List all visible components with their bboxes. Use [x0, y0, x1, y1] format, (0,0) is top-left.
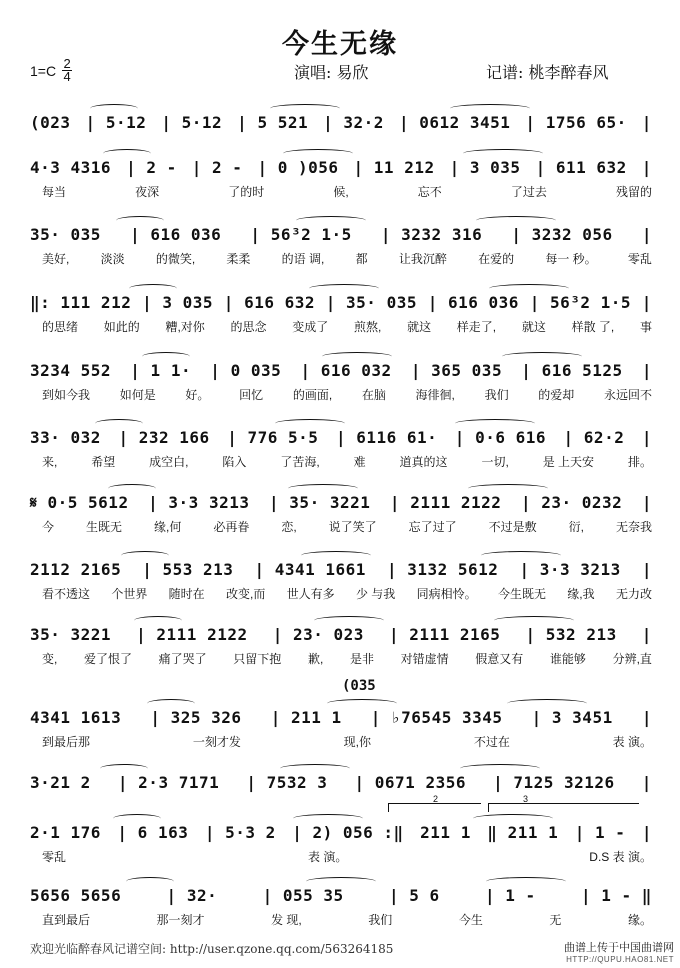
lyric-word: 的爱却 [538, 388, 575, 402]
lyric-word: 谁能够 [549, 652, 586, 666]
slur-mark [116, 216, 164, 225]
notation-line [30, 358, 652, 384]
measure: | 32·2 [323, 113, 384, 132]
lyric-word: 了过去 [510, 185, 547, 199]
lyric-word: 直到最后 [42, 913, 91, 927]
measure: | 3·3 3213 [519, 560, 621, 579]
lyric-word: 回忆 [239, 388, 264, 402]
lyrics-line [30, 318, 652, 336]
lyric-word: 少 与我 [355, 587, 396, 601]
measure: | 6116 61· [335, 428, 438, 447]
lyric-word: 无 [549, 913, 562, 927]
measure: | [641, 773, 652, 792]
lyrics-line [30, 518, 652, 536]
lyric-word: 了的时 [228, 185, 265, 199]
measure: | 32· [166, 886, 218, 905]
lyric-word: D.S 表 演。 [589, 850, 652, 864]
measure: 𝄋 0·5 5612 [30, 493, 129, 512]
key-label: 1=C [30, 62, 57, 79]
slur-mark [283, 149, 353, 158]
measure: | 553 213 [142, 560, 234, 579]
slur-mark [476, 216, 556, 225]
lyric-word: 夜深 [135, 185, 160, 199]
measure: 33· 032 [30, 428, 101, 447]
lyric-word: 忘不 [417, 185, 442, 199]
measure: 4341 1613 [30, 708, 122, 727]
measure: | 2 - [191, 158, 243, 177]
measure: | 7532 3 [246, 773, 328, 792]
site-stamp [564, 942, 674, 966]
measure: | 3 035 [449, 158, 521, 177]
measure: ‖ 211 1 [487, 823, 559, 842]
measure: 211 1 [420, 823, 471, 842]
lyric-word: 我们 [484, 388, 509, 402]
slur-mark [450, 104, 530, 113]
slur-mark [502, 352, 582, 361]
lyric-word: 糟,对你 [165, 320, 205, 334]
measure: | 211 1 [270, 708, 342, 727]
lyric-word: 就这 [407, 320, 432, 334]
lyric-word: 缘,我 [567, 587, 595, 601]
lyric-word: 排。 [627, 455, 652, 469]
lyric-word: 变成了 [292, 320, 329, 334]
time-signature [62, 58, 72, 83]
measure: | 532 213 [525, 625, 617, 644]
lyric-word: 零乱 [627, 252, 652, 266]
lyrics-line [30, 650, 652, 668]
measure: | [641, 493, 652, 512]
notation-line [30, 155, 652, 181]
measure: | 0·6 616 [454, 428, 546, 447]
volta-2 [388, 794, 481, 812]
measure: | 5 6 [388, 886, 440, 905]
measure: | 2111 2165 [388, 625, 501, 644]
measure: | 232 166 [118, 428, 210, 447]
lyric-word: 好。 [185, 388, 210, 402]
lyric-word: 必再眷 [213, 520, 250, 534]
lyric-word: 如此的 [103, 320, 140, 334]
lyric-word: 变, [42, 652, 58, 666]
measure: | 1 - [574, 823, 626, 842]
measure: | 5 521 [237, 113, 309, 132]
measure: | 616 5125 [521, 361, 623, 380]
measure: | 3 035 [142, 293, 214, 312]
slur-mark [293, 814, 363, 823]
lyric-word: 事 [639, 320, 652, 334]
lyric-word: 衍, [568, 520, 584, 534]
volta-3-label: 3 [523, 794, 529, 804]
measure: | 11 212 [353, 158, 435, 177]
measure: | 616 632 [223, 293, 315, 312]
measure: | 0 035 [210, 361, 282, 380]
slur-mark [95, 419, 143, 428]
measure: | ♭76545 3345 [370, 708, 503, 727]
slur-mark [134, 616, 182, 625]
measure: | [641, 560, 652, 579]
lyric-word: 希望 [91, 455, 116, 469]
measure: | 6 163 [117, 823, 189, 842]
measure: | 35· 035 [325, 293, 417, 312]
slur-mark [486, 877, 566, 886]
lyric-word: 今生既无 [497, 587, 546, 601]
slur-mark [494, 616, 574, 625]
lyrics-line [30, 733, 652, 751]
lyric-word: 同病相怜。 [416, 587, 477, 601]
measure: ‖: 111 212 [30, 293, 132, 312]
lyric-word: 痛了哭了 [158, 652, 207, 666]
slur-mark [296, 216, 366, 225]
measure: | 35· 3221 [269, 493, 371, 512]
lyric-word: 就这 [521, 320, 546, 334]
slur-mark [100, 764, 148, 773]
lyric-word: 如何是 [119, 388, 156, 402]
lyric-word: 爱了恨了 [83, 652, 132, 666]
lyric-word: 的思绪 [42, 320, 79, 334]
lyrics-line [30, 453, 652, 471]
measure: | 1756 65· [525, 113, 627, 132]
lyric-word: 零乱 [42, 850, 67, 864]
lyric-word: 淡淡 [100, 252, 125, 266]
lyric-word: 今 [42, 520, 55, 534]
lyric-word: 是非 [349, 652, 374, 666]
volta-2-label: 2 [433, 794, 439, 804]
lyric-word: 煎熬, [354, 320, 382, 334]
measure: | 776 5·5 [227, 428, 319, 447]
lyric-word: 一刻才发 [192, 735, 241, 749]
notation-line [30, 425, 652, 451]
lyric-word: 表 演。 [307, 850, 348, 864]
measure: | 23· 023 [272, 625, 364, 644]
measure: 3·21 2 [30, 773, 91, 792]
lyric-word: 无力改 [615, 587, 652, 601]
lyric-word: 样散 了, [571, 320, 615, 334]
measure: | 1 - ‖ [581, 886, 652, 905]
lyric-word: 不过在 [473, 735, 510, 749]
song-title: 今生无缘 [282, 29, 398, 60]
measure: | 3 3451 [531, 708, 613, 727]
lyric-word: 的微笑, [155, 252, 196, 266]
lyric-word: 到如今我 [42, 388, 91, 402]
measure: | 055 35 [262, 886, 344, 905]
lyric-word: 道真的这 [399, 455, 448, 469]
lyric-word: 陷入 [222, 455, 247, 469]
measure: | [641, 113, 652, 132]
lyric-word: 个世界 [111, 587, 148, 601]
lyrics-line [30, 585, 652, 603]
slur-mark [288, 484, 358, 493]
lyrics-line [30, 911, 652, 929]
slur-mark [468, 484, 548, 493]
notation-line [30, 290, 652, 316]
lyric-word: 那一刻才 [156, 913, 205, 927]
measure: 35· 035 [30, 225, 101, 244]
measure: | [641, 708, 652, 727]
slur-mark [142, 352, 190, 361]
slur-mark [275, 419, 345, 428]
measure: | 0612 3451 [398, 113, 511, 132]
lyric-word: 了苦海, [280, 455, 320, 469]
lyric-word: 的思念 [230, 320, 267, 334]
lyrics-line [30, 386, 652, 404]
measure: | 3232 316 [380, 225, 483, 244]
lyric-word: 说了笑了 [328, 520, 377, 534]
measure: | 616 032 [300, 361, 392, 380]
lyric-word: 的画面, [292, 388, 333, 402]
measure: | 611 632 [535, 158, 627, 177]
slur-mark [481, 551, 561, 560]
measure: | [641, 361, 652, 380]
lyric-word: 样走了, [456, 320, 497, 334]
lyric-word: 恋, [281, 520, 297, 534]
measure: 5656 5656 [30, 886, 122, 905]
lyric-word: 成空白, [149, 455, 189, 469]
lyric-word: 现,你 [343, 735, 371, 749]
lyric-word: 无奈我 [615, 520, 652, 534]
measure: | [641, 225, 652, 244]
measure: 35· 3221 [30, 625, 112, 644]
measure: | 616 036 [130, 225, 222, 244]
lyrics-line [30, 250, 652, 268]
notation-line [30, 820, 652, 846]
lyric-word: 每当 [42, 185, 67, 199]
stamp-url: HTTP://QUPU.HAO81.NET [566, 955, 674, 964]
bracket-text: (035 [342, 678, 376, 694]
measure: | [641, 293, 652, 312]
measure: | 1 1· [130, 361, 192, 380]
measure: | 2 - [126, 158, 177, 177]
lyric-word: 只留下抱 [233, 652, 282, 666]
lyric-word: 候, [333, 185, 349, 199]
measure: | 3232 056 [511, 225, 613, 244]
lyric-word: 随时在 [168, 587, 205, 601]
slur-mark [129, 284, 177, 293]
measure: 2112 2165 [30, 560, 122, 579]
slur-mark [322, 352, 392, 361]
measure: | 5·3 2 [204, 823, 276, 842]
time-bottom: 4 [63, 69, 71, 84]
slur-mark [314, 616, 384, 625]
lyric-word: 是 上天安 [542, 455, 595, 469]
lyric-word: 在脑 [361, 388, 386, 402]
slur-mark [507, 699, 587, 708]
measure: | 3132 5612 [386, 560, 499, 579]
measure: | 0671 2356 [354, 773, 466, 792]
notation-line [30, 883, 652, 909]
lyric-word: 缘,何 [154, 520, 182, 534]
lyric-word: 假意又有 [475, 652, 524, 666]
lyric-word: 表 演。 [612, 735, 652, 749]
time-top: 2 [63, 56, 71, 71]
measure: 4·3 4316 [30, 158, 112, 177]
slur-mark [309, 284, 379, 293]
slur-mark [463, 149, 543, 158]
notation-line [30, 622, 652, 648]
lyric-word: 永远回不 [603, 388, 652, 402]
slur-mark [280, 764, 350, 773]
lyric-word: 缘。 [627, 913, 652, 927]
lyric-word: 海徘徊, [415, 388, 455, 402]
measure: | [641, 823, 652, 842]
notation-line [30, 557, 652, 583]
measure: | 23· 0232 [520, 493, 623, 512]
transcriber-credit: 记谱: 桃李醉春风 [486, 63, 609, 82]
measure: | 7125 32126 [493, 773, 615, 792]
lyric-word: 改变,而 [225, 587, 266, 601]
notation-line [30, 222, 652, 248]
notation-line [30, 110, 652, 136]
lyric-word: 生既无 [86, 520, 123, 534]
lyric-word: 分辨,直 [612, 652, 652, 666]
lyric-word: 来, [42, 455, 58, 469]
slur-mark [126, 877, 174, 886]
slur-mark [108, 484, 156, 493]
slur-mark [147, 699, 195, 708]
slur-mark [301, 551, 371, 560]
lyric-word: 难 [353, 455, 366, 469]
lyric-word: 忘了过了 [408, 520, 457, 534]
measure: | [641, 158, 652, 177]
measure: | 5·12 [161, 113, 223, 132]
measure: | 1 - [484, 886, 536, 905]
measure: | 2) 056 :‖ [292, 823, 404, 842]
lyric-word: 美好, [42, 252, 70, 266]
lyric-word: 柔柔 [226, 252, 251, 266]
lyric-word: 让我沉醉 [398, 252, 447, 266]
lyric-word: 看不透这 [42, 587, 91, 601]
notation-line [30, 770, 652, 796]
lyric-word: 的语 调, [281, 252, 325, 266]
measure: | [641, 625, 652, 644]
singer-credit: 演唱: 易欣 [294, 63, 369, 82]
measure: 3234 552 [30, 361, 112, 380]
measure: | 2111 2122 [136, 625, 248, 644]
lyric-word: 到最后那 [42, 735, 91, 749]
lyric-word: 一切, [481, 455, 509, 469]
measure: | 616 036 [427, 293, 519, 312]
slur-mark [121, 551, 169, 560]
lyric-word: 都 [355, 252, 368, 266]
lyrics-line [30, 848, 652, 866]
lyric-word: 残留的 [615, 185, 652, 199]
measure: | 56³2 1·5 [250, 225, 352, 244]
measure: | 4341 1661 [254, 560, 366, 579]
measure: | 365 035 [410, 361, 503, 380]
notation-line [30, 490, 652, 516]
lyric-word: 歉, [307, 652, 324, 666]
lyric-word: 发 现, [271, 913, 302, 927]
slur-mark [460, 764, 540, 773]
lyric-word: 每一 秒。 [545, 252, 597, 266]
lyric-word: 今生 [458, 913, 483, 927]
slur-mark [473, 814, 553, 823]
measure: | 3·3 3213 [148, 493, 250, 512]
notation-line [30, 705, 652, 731]
key-signature [30, 58, 72, 83]
lyric-word: 不过是敷 [488, 520, 537, 534]
footer-text: 欢迎光临醉春风记谱空间: http://user.qzone.qq.com/563264185 [30, 942, 394, 956]
lyric-word: 世人有多 [286, 587, 335, 601]
measure: | 56³2 1·5 [529, 293, 632, 312]
measure: (023 [30, 113, 71, 132]
slur-mark [489, 284, 569, 293]
measure: | 62·2 [563, 428, 625, 447]
lyric-word: 对错虚情 [400, 652, 449, 666]
slur-mark [306, 877, 376, 886]
measure: | 325 326 [150, 708, 242, 727]
slur-mark [103, 149, 151, 158]
slur-mark [455, 419, 535, 428]
measure: | 0 )056 [257, 158, 339, 177]
measure: | 2111 2122 [389, 493, 502, 512]
lyric-word: 在爱的 [478, 252, 515, 266]
slur-mark [90, 104, 138, 113]
lyrics-line [30, 183, 652, 201]
lyric-word: 我们 [368, 913, 393, 927]
measure: 2·1 176 [30, 823, 101, 842]
stamp-text: 曲谱上传于中国曲谱网 [564, 942, 674, 954]
measure: | 5·12 [85, 113, 147, 132]
measure: | 2·3 7171 [117, 773, 220, 792]
slur-mark [270, 104, 340, 113]
slur-mark [113, 814, 161, 823]
measure: | [641, 428, 652, 447]
slur-mark [327, 699, 397, 708]
volta-3 [488, 794, 639, 812]
